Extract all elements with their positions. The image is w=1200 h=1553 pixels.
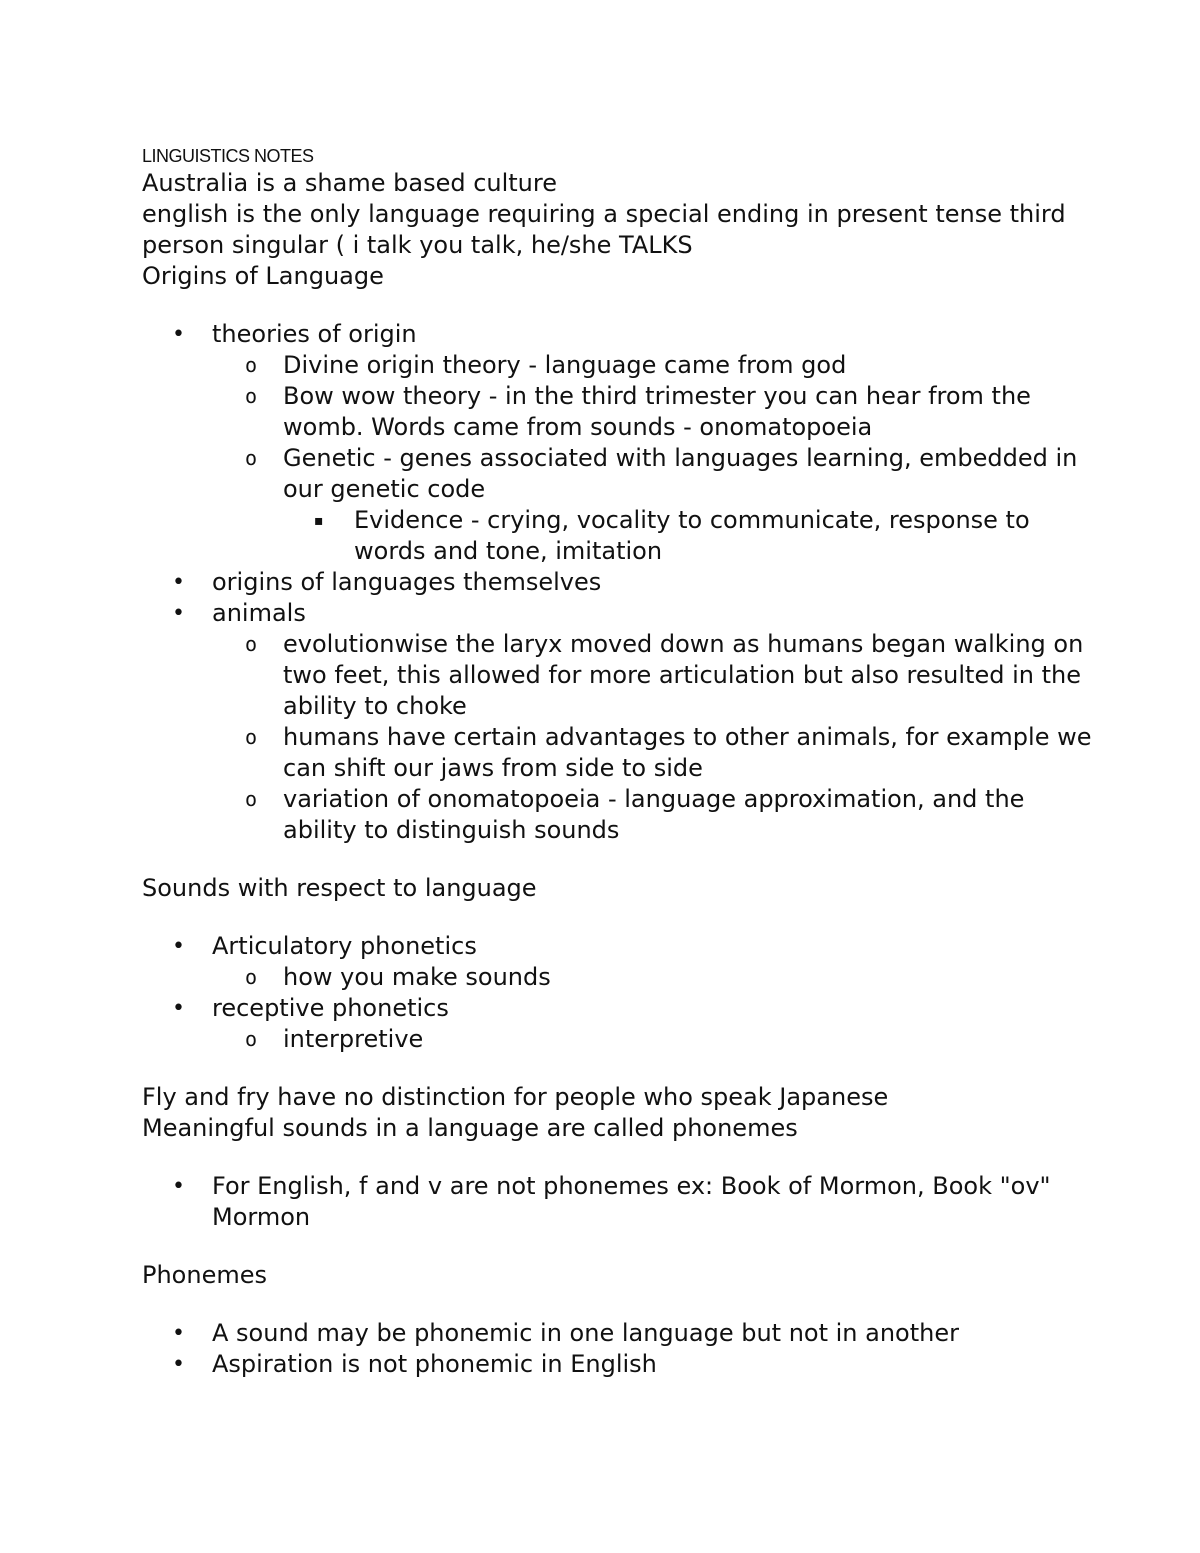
list-item xyxy=(142,1349,1102,1380)
phonemes-intro-list xyxy=(142,1171,1102,1233)
list-item xyxy=(142,1318,1102,1349)
circle-bullet-icon: o xyxy=(245,965,258,989)
list-item-text: theories of origin xyxy=(212,320,417,348)
phonemes-list xyxy=(142,1318,1102,1380)
spacer xyxy=(142,1144,1102,1171)
list-item-text: animals xyxy=(212,599,306,627)
list-item-text: Divine origin theory - language came from god xyxy=(283,351,847,379)
origins-list xyxy=(142,319,1102,846)
list-item-text: Genetic - genes associated with languages learning, embedded in our genetic code xyxy=(283,444,1078,503)
bullet-icon: • xyxy=(172,570,185,595)
spacer xyxy=(142,1055,1102,1082)
list-item-text: interpretive xyxy=(283,1025,424,1053)
section-heading-phonemes: Phonemes xyxy=(142,1261,267,1289)
square-bullet-icon: ▪ xyxy=(314,513,324,529)
bullet-icon: • xyxy=(172,996,185,1021)
list-item-text: For English, f and v are not phonemes ex: Book of Mormon, Book "ov" Mormon xyxy=(212,1172,1051,1231)
list-item xyxy=(142,629,1102,722)
document-title: LINGUISTICS NOTES xyxy=(142,146,314,166)
circle-bullet-icon: o xyxy=(245,1027,258,1051)
list-item-text: Bow wow theory - in the third trimester you can hear from the womb. Words came from sounds - onomatopoeia xyxy=(283,382,1031,441)
list-item-text: Evidence - crying, vocality to communicate, response to words and tone, imitation xyxy=(354,506,1030,565)
list-item-text: A sound may be phonemic in one language but not in another xyxy=(212,1319,959,1347)
bullet-icon: • xyxy=(172,322,185,347)
bullet-icon: • xyxy=(172,601,185,626)
spacer xyxy=(142,1291,1102,1318)
list-item-text: evolutionwise the laryx moved down as humans began walking on two feet, this allowed for more articulation but also resulted in the ability to choke xyxy=(283,630,1084,720)
intro-line-2: english is the only language requiring a special ending in present tense third person singular ( i talk you talk, he/she TALKS xyxy=(142,200,1066,259)
intro-line-1: Australia is a shame based culture xyxy=(142,169,557,197)
list-item xyxy=(142,962,1102,993)
list-item xyxy=(142,505,1102,567)
list-item-text: how you make sounds xyxy=(283,963,551,991)
phonemes-intro-line-1: Fly and fry have no distinction for people who speak Japanese xyxy=(142,1083,889,1111)
list-item xyxy=(142,784,1102,846)
list-item xyxy=(142,993,1102,1024)
list-item xyxy=(142,319,1102,350)
list-item-text: humans have certain advantages to other animals, for example we can shift our jaws from side to side xyxy=(283,723,1092,782)
spacer xyxy=(142,846,1102,873)
list-item xyxy=(142,443,1102,505)
list-item xyxy=(142,598,1102,629)
circle-bullet-icon: o xyxy=(245,725,258,749)
list-item-text: Articulatory phonetics xyxy=(212,932,477,960)
spacer xyxy=(142,292,1102,319)
list-item xyxy=(142,722,1102,784)
bullet-icon: • xyxy=(172,1352,185,1377)
list-item-text: Aspiration is not phonemic in English xyxy=(212,1350,657,1378)
circle-bullet-icon: o xyxy=(245,446,258,470)
bullet-icon: • xyxy=(172,1174,185,1199)
section-heading-origins: Origins of Language xyxy=(142,262,384,290)
bullet-icon: • xyxy=(172,934,185,959)
list-item xyxy=(142,1171,1102,1233)
document-content xyxy=(142,144,1102,1380)
list-item xyxy=(142,567,1102,598)
section-heading-sounds: Sounds with respect to language xyxy=(142,874,537,902)
list-item xyxy=(142,350,1102,381)
circle-bullet-icon: o xyxy=(245,632,258,656)
circle-bullet-icon: o xyxy=(245,353,258,377)
phonemes-intro-line-2: Meaningful sounds in a language are called phonemes xyxy=(142,1114,798,1142)
bullet-icon: • xyxy=(172,1321,185,1346)
list-item-text: origins of languages themselves xyxy=(212,568,602,596)
list-item xyxy=(142,931,1102,962)
circle-bullet-icon: o xyxy=(245,787,258,811)
list-item-text: receptive phonetics xyxy=(212,994,449,1022)
sounds-list xyxy=(142,931,1102,1055)
list-item xyxy=(142,381,1102,443)
list-item-text: variation of onomatopoeia - language approximation, and the ability to distinguish sounds xyxy=(283,785,1025,844)
list-item xyxy=(142,1024,1102,1055)
spacer xyxy=(142,1233,1102,1260)
circle-bullet-icon: o xyxy=(245,384,258,408)
spacer xyxy=(142,904,1102,931)
